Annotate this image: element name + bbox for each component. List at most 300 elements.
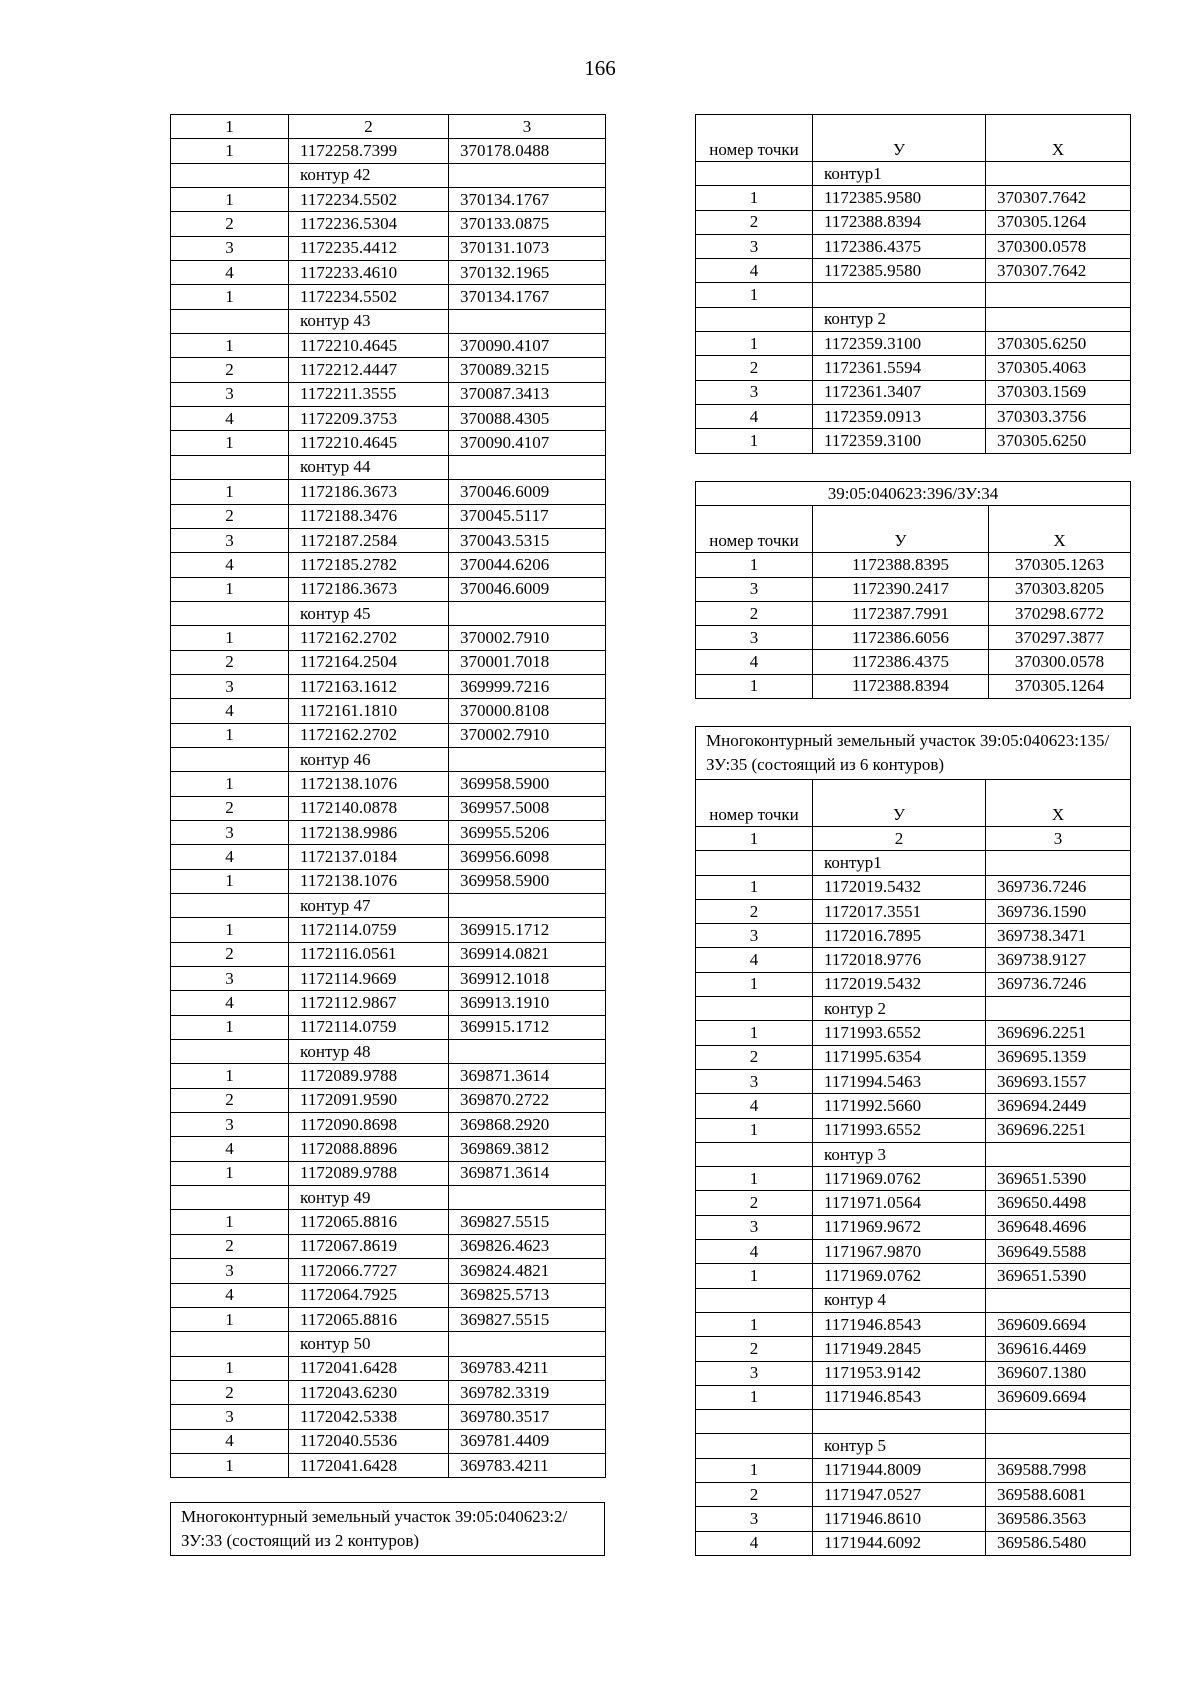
- table-row: [171, 455, 606, 479]
- y-coordinate-cell: 1172041.6428: [289, 1453, 449, 1477]
- coordinates-table-left: [170, 114, 606, 1478]
- table-row: [171, 1356, 606, 1380]
- table-row: [696, 429, 1131, 453]
- y-coordinate-cell: 1172386.4375: [813, 234, 986, 258]
- x-coordinate-cell: 369609.6694: [986, 1312, 1131, 1336]
- point-number-cell: [696, 1434, 813, 1458]
- x-coordinate-cell: 369695.1359: [986, 1045, 1131, 1069]
- x-coordinate-cell: 369696.2251: [986, 1118, 1131, 1142]
- y-coordinate-cell: 1172210.4645: [289, 431, 449, 455]
- header-point-number: номер точки: [696, 115, 813, 162]
- y-coordinate-cell: 1172233.4610: [289, 261, 449, 285]
- x-coordinate-cell: 369738.3471: [986, 924, 1131, 948]
- table-row: [171, 553, 606, 577]
- x-coordinate-cell: 369868.2920: [449, 1113, 606, 1137]
- x-coordinate-cell: 370087.3413: [449, 382, 606, 406]
- table-row: [696, 259, 1131, 283]
- y-coordinate-cell: 1172018.9776: [813, 948, 986, 972]
- y-coordinate-cell: 1172211.3555: [289, 382, 449, 406]
- y-coordinate-cell: 1171993.6552: [813, 1021, 986, 1045]
- x-coordinate-cell: [986, 851, 1131, 875]
- point-number-cell: 2: [696, 1045, 813, 1069]
- table-row: [171, 918, 606, 942]
- y-coordinate-cell: 1171946.8543: [813, 1385, 986, 1409]
- table-row: [696, 1021, 1131, 1045]
- x-coordinate-cell: [986, 1142, 1131, 1166]
- y-coordinate-cell: 1172209.3753: [289, 407, 449, 431]
- y-coordinate-cell: [813, 283, 986, 307]
- point-number-cell: [171, 1332, 289, 1356]
- point-number-cell: 1: [171, 1064, 289, 1088]
- point-number-cell: 3: [696, 1361, 813, 1385]
- point-number-cell: 1: [696, 186, 813, 210]
- table-row: [696, 356, 1131, 380]
- point-number-cell: 4: [171, 553, 289, 577]
- y-coordinate-cell: 1172163.1612: [289, 674, 449, 698]
- x-coordinate-cell: 370297.3877: [989, 626, 1131, 650]
- x-coordinate-cell: 370046.6009: [449, 480, 606, 504]
- table-row: [696, 626, 1131, 650]
- column-number-2: 2: [813, 827, 986, 851]
- y-coordinate-cell: 1172386.6056: [813, 626, 989, 650]
- x-coordinate-cell: 369827.5515: [449, 1210, 606, 1234]
- table-header-row: [696, 506, 1131, 553]
- x-coordinate-cell: 369955.5206: [449, 820, 606, 844]
- y-coordinate-cell: 1172016.7895: [813, 924, 986, 948]
- y-coordinate-cell: 1172359.3100: [813, 429, 986, 453]
- y-coordinate-cell: 1172388.8395: [813, 553, 989, 577]
- point-number-cell: 3: [171, 1113, 289, 1137]
- contour-label-cell: контур 5: [813, 1434, 986, 1458]
- point-number-cell: 1: [171, 626, 289, 650]
- y-coordinate-cell: 1172385.9580: [813, 186, 986, 210]
- point-number-cell: 4: [171, 1429, 289, 1453]
- y-coordinate-cell: 1172116.0561: [289, 942, 449, 966]
- table-row: [171, 1210, 606, 1234]
- x-coordinate-cell: 369738.9127: [986, 948, 1131, 972]
- x-coordinate-cell: 369780.3517: [449, 1405, 606, 1429]
- point-number-cell: 1: [171, 772, 289, 796]
- point-number-cell: 4: [171, 407, 289, 431]
- y-coordinate-cell: 1172361.5594: [813, 356, 986, 380]
- x-coordinate-cell: [449, 1186, 606, 1210]
- table-title: Многоконтурный земельный участок 39:05:040623:135/ЗУ:35 (состоящий из 6 контуров): [696, 727, 1131, 780]
- table-row: [171, 942, 606, 966]
- table-row: [171, 1161, 606, 1185]
- point-number-cell: 3: [696, 577, 813, 601]
- contour-label-cell: контур 4: [813, 1288, 986, 1312]
- header-y: У: [813, 115, 986, 162]
- x-coordinate-cell: 369736.7246: [986, 972, 1131, 996]
- table-row: [171, 869, 606, 893]
- table-row: [171, 650, 606, 674]
- table-row: [171, 431, 606, 455]
- point-number-cell: 1: [696, 972, 813, 996]
- point-number-cell: 3: [171, 1259, 289, 1283]
- y-coordinate-cell: 1172017.3551: [813, 899, 986, 923]
- table-row: [696, 1385, 1131, 1409]
- y-coordinate-cell: 1172043.6230: [289, 1380, 449, 1404]
- point-number-cell: 2: [171, 504, 289, 528]
- header-x: Х: [986, 115, 1131, 162]
- point-number-cell: [696, 1142, 813, 1166]
- point-number-cell: 1: [171, 188, 289, 212]
- y-coordinate-cell: 1172088.8896: [289, 1137, 449, 1161]
- contour-label-cell: контур 47: [289, 894, 449, 918]
- point-number-cell: 2: [171, 796, 289, 820]
- table-row: [696, 1240, 1131, 1264]
- x-coordinate-cell: 369609.6694: [986, 1385, 1131, 1409]
- point-number-cell: [171, 601, 289, 625]
- table-row: [696, 1483, 1131, 1507]
- x-coordinate-cell: 370298.6772: [989, 601, 1131, 625]
- y-coordinate-cell: 1172040.5536: [289, 1429, 449, 1453]
- point-number-cell: [696, 997, 813, 1021]
- y-coordinate-cell: 1172065.8816: [289, 1210, 449, 1234]
- y-coordinate-cell: 1171971.0564: [813, 1191, 986, 1215]
- x-coordinate-cell: 370305.1264: [989, 674, 1131, 698]
- table-row: [696, 210, 1131, 234]
- point-number-cell: 1: [696, 1458, 813, 1482]
- x-coordinate-cell: 369586.3563: [986, 1507, 1131, 1531]
- table-row: [171, 236, 606, 260]
- point-number-cell: 3: [696, 1069, 813, 1093]
- table-row: [696, 899, 1131, 923]
- table-row: [696, 1312, 1131, 1336]
- table-row: [696, 1118, 1131, 1142]
- x-coordinate-cell: 369650.4498: [986, 1191, 1131, 1215]
- point-number-cell: 4: [696, 1240, 813, 1264]
- x-coordinate-cell: 370133.0875: [449, 212, 606, 236]
- point-number-cell: 2: [171, 942, 289, 966]
- point-number-cell: 3: [696, 234, 813, 258]
- x-coordinate-cell: [986, 1288, 1131, 1312]
- x-coordinate-cell: 370303.1569: [986, 380, 1131, 404]
- y-coordinate-cell: 1172162.2702: [289, 723, 449, 747]
- table-row: [696, 404, 1131, 428]
- y-coordinate-cell: 1172361.3407: [813, 380, 986, 404]
- table-row: [171, 480, 606, 504]
- x-coordinate-cell: 369958.5900: [449, 869, 606, 893]
- table-row: [696, 1361, 1131, 1385]
- contour-label-cell: контур 49: [289, 1186, 449, 1210]
- table-row: [696, 1337, 1131, 1361]
- point-number-cell: 1: [171, 334, 289, 358]
- table-row: [171, 991, 606, 1015]
- y-coordinate-cell: 1172185.2782: [289, 553, 449, 577]
- point-number-cell: 1: [696, 283, 813, 307]
- contour-label-cell: контур 45: [289, 601, 449, 625]
- point-number-cell: 3: [696, 380, 813, 404]
- x-coordinate-cell: 370307.7642: [986, 186, 1131, 210]
- table-row: [171, 407, 606, 431]
- x-coordinate-cell: 369586.5480: [986, 1531, 1131, 1555]
- y-coordinate-cell: [813, 1410, 986, 1434]
- contour-label-cell: контур 42: [289, 163, 449, 187]
- y-coordinate-cell: 1172359.0913: [813, 404, 986, 428]
- point-number-cell: 2: [696, 1337, 813, 1361]
- table-header-row: [696, 780, 1131, 827]
- x-coordinate-cell: 370000.8108: [449, 699, 606, 723]
- x-coordinate-cell: 370303.3756: [986, 404, 1131, 428]
- y-coordinate-cell: 1172138.1076: [289, 869, 449, 893]
- table-subheader-row: [696, 827, 1131, 851]
- contour-label-cell: контур 50: [289, 1332, 449, 1356]
- x-coordinate-cell: 369871.3614: [449, 1064, 606, 1088]
- table-row: [696, 332, 1131, 356]
- x-coordinate-cell: 369999.7216: [449, 674, 606, 698]
- x-coordinate-cell: 369826.4623: [449, 1234, 606, 1258]
- y-coordinate-cell: 1172066.7727: [289, 1259, 449, 1283]
- contour-label-cell: контур1: [813, 162, 986, 186]
- table-row: [696, 650, 1131, 674]
- y-coordinate-cell: 1172210.4645: [289, 334, 449, 358]
- x-coordinate-cell: 369958.5900: [449, 772, 606, 796]
- y-coordinate-cell: 1172112.9867: [289, 991, 449, 1015]
- point-number-cell: [696, 1288, 813, 1312]
- table-row: [171, 674, 606, 698]
- table-row: [696, 1045, 1131, 1069]
- table-row: [696, 1215, 1131, 1239]
- table-row: [171, 626, 606, 650]
- table-title: 39:05:040623:396/ЗУ:34: [696, 482, 1131, 506]
- x-coordinate-cell: 370002.7910: [449, 723, 606, 747]
- x-coordinate-cell: 369869.3812: [449, 1137, 606, 1161]
- x-coordinate-cell: 370305.1263: [989, 553, 1131, 577]
- y-coordinate-cell: 1171944.8009: [813, 1458, 986, 1482]
- point-number-cell: 2: [696, 601, 813, 625]
- table-row: [696, 380, 1131, 404]
- x-coordinate-cell: 369783.4211: [449, 1453, 606, 1477]
- y-coordinate-cell: 1171994.5463: [813, 1069, 986, 1093]
- x-coordinate-cell: 369696.2251: [986, 1021, 1131, 1045]
- contour-label-cell: контур 2: [813, 997, 986, 1021]
- x-coordinate-cell: 369871.3614: [449, 1161, 606, 1185]
- coordinates-table-right-a: [695, 114, 1131, 454]
- column-number-3: 3: [449, 115, 606, 139]
- point-number-cell: 1: [171, 1015, 289, 1039]
- x-coordinate-cell: [449, 894, 606, 918]
- x-coordinate-cell: 369693.1557: [986, 1069, 1131, 1093]
- y-coordinate-cell: 1172140.0878: [289, 796, 449, 820]
- x-coordinate-cell: 370307.7642: [986, 259, 1131, 283]
- y-coordinate-cell: 1172212.4447: [289, 358, 449, 382]
- y-coordinate-cell: 1172385.9580: [813, 259, 986, 283]
- x-coordinate-cell: [449, 601, 606, 625]
- table-row: [171, 1429, 606, 1453]
- table-row: [696, 553, 1131, 577]
- table-row: [171, 1259, 606, 1283]
- table-row: [171, 1307, 606, 1331]
- x-coordinate-cell: 369781.4409: [449, 1429, 606, 1453]
- point-number-cell: 2: [171, 358, 289, 382]
- table-row: [696, 1288, 1131, 1312]
- y-coordinate-cell: 1172388.8394: [813, 210, 986, 234]
- point-number-cell: 1: [696, 1167, 813, 1191]
- y-coordinate-cell: 1171969.9672: [813, 1215, 986, 1239]
- point-number-cell: 1: [696, 1118, 813, 1142]
- table-row: [696, 1434, 1131, 1458]
- point-number-cell: 2: [171, 650, 289, 674]
- x-coordinate-cell: 370300.0578: [989, 650, 1131, 674]
- table-row: [171, 1113, 606, 1137]
- point-number-cell: 2: [696, 210, 813, 234]
- point-number-cell: 4: [171, 261, 289, 285]
- table-row: [171, 1137, 606, 1161]
- y-coordinate-cell: 1172187.2584: [289, 528, 449, 552]
- table-row: [696, 924, 1131, 948]
- y-coordinate-cell: 1172089.9788: [289, 1161, 449, 1185]
- contour-label-cell: контур 48: [289, 1040, 449, 1064]
- column-number-1: 1: [171, 115, 289, 139]
- x-coordinate-cell: 369648.4696: [986, 1215, 1131, 1239]
- table-row: [171, 358, 606, 382]
- y-coordinate-cell: 1172359.3100: [813, 332, 986, 356]
- point-number-cell: 1: [696, 1385, 813, 1409]
- table-row: [696, 162, 1131, 186]
- point-number-cell: 4: [171, 1137, 289, 1161]
- x-coordinate-cell: 370132.1965: [449, 261, 606, 285]
- point-number-cell: [171, 163, 289, 187]
- table-row: [171, 845, 606, 869]
- x-coordinate-cell: 370134.1767: [449, 188, 606, 212]
- x-coordinate-cell: 370134.1767: [449, 285, 606, 309]
- contour-label-cell: контур1: [813, 851, 986, 875]
- table-row: [171, 894, 606, 918]
- x-coordinate-cell: [449, 747, 606, 771]
- table-row: [171, 1186, 606, 1210]
- table-row: [171, 967, 606, 991]
- x-coordinate-cell: 369914.0821: [449, 942, 606, 966]
- x-coordinate-cell: 370088.4305: [449, 407, 606, 431]
- y-coordinate-cell: 1171993.6552: [813, 1118, 986, 1142]
- point-number-cell: 3: [696, 1215, 813, 1239]
- header-point-number: номер точки: [696, 506, 813, 553]
- table-row: [696, 1094, 1131, 1118]
- y-coordinate-cell: 1171995.6354: [813, 1045, 986, 1069]
- table-row: [171, 382, 606, 406]
- header-y: У: [813, 506, 989, 553]
- table-row: [696, 997, 1131, 1021]
- point-number-cell: 1: [171, 1161, 289, 1185]
- y-coordinate-cell: 1171953.9142: [813, 1361, 986, 1385]
- x-coordinate-cell: 370305.4063: [986, 356, 1131, 380]
- point-number-cell: 2: [171, 1234, 289, 1258]
- point-number-cell: 2: [696, 1191, 813, 1215]
- point-number-cell: 4: [171, 845, 289, 869]
- point-number-cell: 1: [696, 332, 813, 356]
- point-number-cell: 1: [696, 553, 813, 577]
- table-row: [696, 972, 1131, 996]
- table-row: [171, 723, 606, 747]
- y-coordinate-cell: 1172138.9986: [289, 820, 449, 844]
- table-row: [696, 674, 1131, 698]
- y-coordinate-cell: 1172234.5502: [289, 188, 449, 212]
- x-coordinate-cell: [986, 162, 1131, 186]
- y-coordinate-cell: 1172235.4412: [289, 236, 449, 260]
- x-coordinate-cell: 369957.5008: [449, 796, 606, 820]
- y-coordinate-cell: 1172091.9590: [289, 1088, 449, 1112]
- point-number-cell: 3: [696, 626, 813, 650]
- x-coordinate-cell: 369607.1380: [986, 1361, 1131, 1385]
- table-row: [171, 163, 606, 187]
- y-coordinate-cell: 1172186.3673: [289, 577, 449, 601]
- x-coordinate-cell: [449, 1040, 606, 1064]
- y-coordinate-cell: 1172188.3476: [289, 504, 449, 528]
- y-coordinate-cell: 1172138.1076: [289, 772, 449, 796]
- point-number-cell: [696, 162, 813, 186]
- y-coordinate-cell: 1172387.7991: [813, 601, 989, 625]
- y-coordinate-cell: 1172186.3673: [289, 480, 449, 504]
- point-number-cell: 4: [696, 404, 813, 428]
- table-header-row: [696, 115, 1131, 162]
- point-number-cell: [171, 455, 289, 479]
- table-row: [171, 188, 606, 212]
- table-row: [696, 1167, 1131, 1191]
- y-coordinate-cell: 1172164.2504: [289, 650, 449, 674]
- table-title-row: [696, 482, 1131, 506]
- y-coordinate-cell: 1172114.0759: [289, 918, 449, 942]
- y-coordinate-cell: 1171969.0762: [813, 1167, 986, 1191]
- y-coordinate-cell: 1172234.5502: [289, 285, 449, 309]
- point-number-cell: 4: [696, 259, 813, 283]
- point-number-cell: 1: [171, 480, 289, 504]
- point-number-cell: [696, 1410, 813, 1434]
- table-row: [171, 1405, 606, 1429]
- x-coordinate-cell: [986, 283, 1131, 307]
- y-coordinate-cell: 1172041.6428: [289, 1356, 449, 1380]
- y-coordinate-cell: 1172137.0184: [289, 845, 449, 869]
- x-coordinate-cell: [449, 455, 606, 479]
- point-number-cell: 2: [171, 212, 289, 236]
- table-row: [696, 601, 1131, 625]
- table-row: [171, 796, 606, 820]
- table-row: [171, 747, 606, 771]
- x-coordinate-cell: 370090.4107: [449, 334, 606, 358]
- point-number-cell: 1: [171, 285, 289, 309]
- x-coordinate-cell: 370043.5315: [449, 528, 606, 552]
- point-number-cell: 4: [171, 1283, 289, 1307]
- y-coordinate-cell: 1172067.8619: [289, 1234, 449, 1258]
- x-coordinate-cell: 370001.7018: [449, 650, 606, 674]
- table-row: [696, 1458, 1131, 1482]
- x-coordinate-cell: 370305.6250: [986, 332, 1131, 356]
- coordinates-table-right-b: [695, 481, 1131, 699]
- x-coordinate-cell: 369588.7998: [986, 1458, 1131, 1482]
- table-row: [696, 1410, 1131, 1434]
- point-number-cell: 3: [696, 1507, 813, 1531]
- table-row: [171, 601, 606, 625]
- point-number-cell: 1: [171, 1210, 289, 1234]
- table-row: [696, 186, 1131, 210]
- point-number-cell: 3: [171, 967, 289, 991]
- x-coordinate-cell: 369956.6098: [449, 845, 606, 869]
- x-coordinate-cell: 370305.6250: [986, 429, 1131, 453]
- y-coordinate-cell: 1172162.2702: [289, 626, 449, 650]
- x-coordinate-cell: 369912.1018: [449, 967, 606, 991]
- column-number-2: 2: [289, 115, 449, 139]
- table-row: [171, 1380, 606, 1404]
- table-row: [696, 283, 1131, 307]
- point-number-cell: 3: [171, 236, 289, 260]
- x-coordinate-cell: 370089.3215: [449, 358, 606, 382]
- point-number-cell: 3: [171, 382, 289, 406]
- x-coordinate-cell: 369782.3319: [449, 1380, 606, 1404]
- table-row: [171, 1453, 606, 1477]
- point-number-cell: 4: [171, 699, 289, 723]
- point-number-cell: [171, 894, 289, 918]
- point-number-cell: 2: [696, 356, 813, 380]
